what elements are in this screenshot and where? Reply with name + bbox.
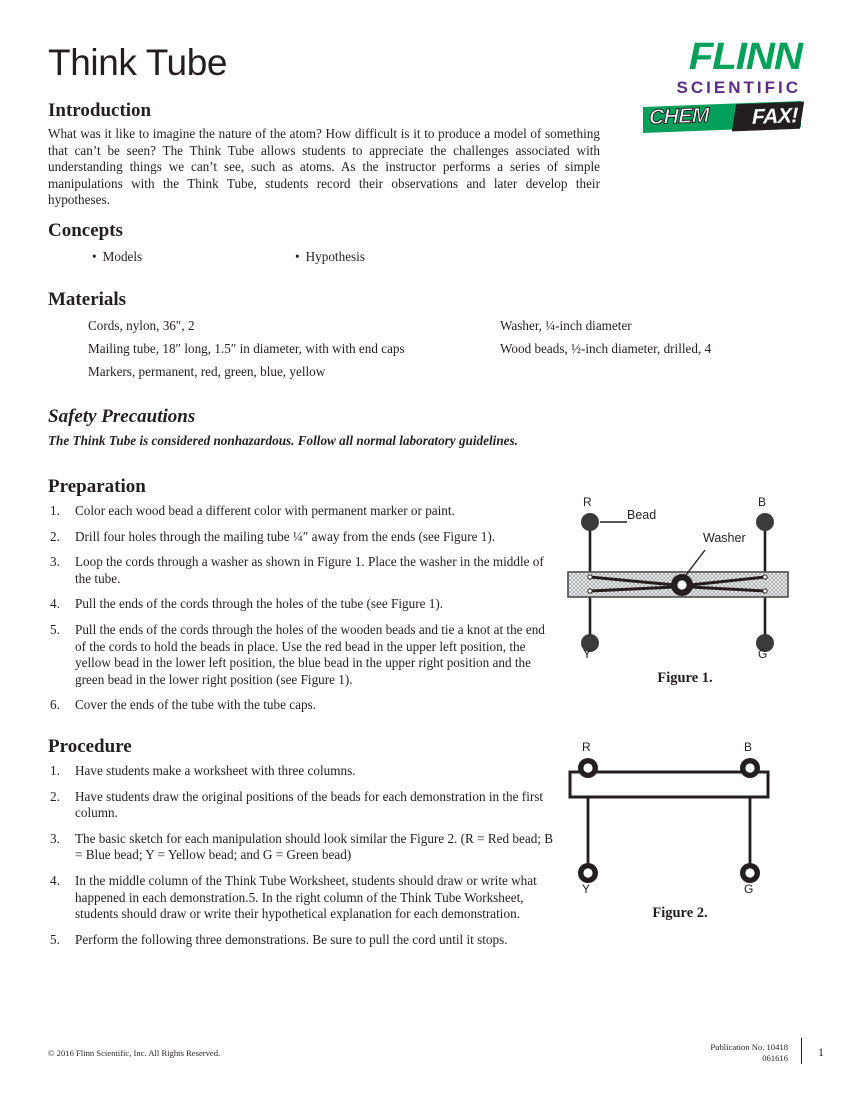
footer-publication-number: Publication No. 10418 <box>710 1042 788 1052</box>
figure1-label-top-left: R <box>583 495 592 509</box>
footer-divider <box>801 1038 802 1064</box>
list-item <box>48 873 563 923</box>
heading-preparation: Preparation <box>48 476 146 497</box>
list-item <box>48 789 563 822</box>
footer-copyright: © 2016 Flinn Scientific, Inc. All Rights Reserved. <box>48 1048 221 1058</box>
step-number: 1. <box>50 503 60 518</box>
figure2-label-top-left: R <box>582 740 591 754</box>
figure1-label-bottom-right: G <box>758 647 768 661</box>
material-item: Mailing tube, 18″ long, 1.5″ in diameter, with with end caps <box>88 341 405 356</box>
step-number: 6. <box>50 697 60 713</box>
heading-procedure: Procedure <box>48 736 132 757</box>
step-text: The basic sketch for each manipulation should look similar the Figure 2. (R = Red bead; B = Blue bead; Y = Yellow bead; and G = Green bead) <box>75 830 554 863</box>
banner-fax-text: FAX! <box>752 104 798 129</box>
footer-publication-block <box>710 1042 788 1064</box>
figure2-label-bottom-left: Y <box>582 882 591 896</box>
list-item <box>48 554 558 587</box>
footer-date-code: 061616 <box>762 1053 788 1063</box>
introduction-text: What was it like to imagine the nature of the atom? How difficult is it to produce a model of something that can’t be seen? The Think Tube allows students to appreciate the challenges associated with understanding things we can’t see, such as atoms. As the instructor performs a series of simple manipulations with the Think Tube, students record their observations and later develop their hypotheses. <box>48 126 600 208</box>
figure2-caption: Figure 2. <box>652 905 708 921</box>
step-number: 2. <box>50 528 60 544</box>
step-text: Perform the following three demonstrations. Be sure to pull the cord until it stops. <box>75 931 508 947</box>
step-number: 2. <box>50 788 60 804</box>
material-item: Wood beads, ½-inch diameter, drilled, 4 <box>500 341 712 356</box>
step-number: 5. <box>50 621 60 637</box>
step-number: 3. <box>50 830 60 846</box>
step-number: 4. <box>50 596 60 612</box>
list-item <box>48 763 563 780</box>
page-title: Think Tube <box>48 42 228 83</box>
list-item <box>48 503 558 520</box>
list-item <box>48 831 563 864</box>
figure2-label-top-right: B <box>744 740 753 754</box>
step-number: 4. <box>50 872 60 888</box>
preparation-steps <box>48 503 558 723</box>
figure-2 <box>560 742 800 932</box>
banner-chem-text: CHEM <box>649 103 709 130</box>
heading-concepts: Concepts <box>48 220 123 241</box>
material-item: Cords, nylon, 36″, 2 <box>88 318 195 333</box>
list-item <box>48 697 558 714</box>
flinn-scientific-logo <box>637 38 802 150</box>
step-text: Pull the ends of the cords through the holes of the tube (see Figure 1). <box>75 596 444 612</box>
heading-safety-precautions: Safety Precautions <box>48 406 196 427</box>
concepts-list <box>0 249 850 269</box>
bullet-icon: • <box>295 249 300 264</box>
figure-2-diagram <box>560 742 800 907</box>
concept-label: Hypothesis <box>305 249 365 264</box>
step-text: Cover the ends of the tube with the tube caps. <box>75 697 316 713</box>
step-text: Loop the cords through a washer as shown in Figure 1. Place the washer in the middle of the tube. <box>75 554 544 586</box>
figure-1 <box>565 495 805 690</box>
footer-page-number: 1 <box>818 1045 824 1059</box>
concept-item-models <box>92 249 142 265</box>
step-text: Drill four holes through the mailing tube ¼″ away from the ends (see Figure 1). <box>75 528 496 544</box>
figure1-label-top-right: B <box>758 495 767 509</box>
heading-materials: Materials <box>48 289 127 310</box>
figure-1-diagram <box>565 495 805 670</box>
concept-item-hypothesis <box>295 249 365 265</box>
safety-precautions-text: The Think Tube is considered nonhazardous. Follow all normal laboratory guidelines. <box>48 433 518 448</box>
step-text: Pull the ends of the cords through the holes of the wooden beads and tie a knot at the end of the cords to hold the beads in place. Use the red bead in the upper left position, the yellow bead in the lower left position, the blue bead in the upper right position and the green bead in the lower right position (see Figure 1). <box>75 621 545 687</box>
list-item <box>48 622 558 688</box>
material-item: Markers, permanent, red, green, blue, yellow <box>88 364 326 379</box>
logo-brand-text: FLINN <box>688 36 802 78</box>
step-number: 1. <box>50 763 60 778</box>
list-item <box>48 529 558 546</box>
procedure-steps <box>48 763 563 957</box>
step-number: 3. <box>50 554 60 570</box>
chemfax-banner <box>637 102 802 134</box>
figure1-callout-washer: Washer <box>703 531 746 545</box>
list-item <box>48 596 558 613</box>
step-text: Have students make a worksheet with three columns. <box>75 763 356 778</box>
heading-introduction: Introduction <box>48 100 152 121</box>
step-text: Have students draw the original positions of the beads for each demonstration in the first column. <box>75 788 544 821</box>
figure2-label-bottom-right: G <box>744 882 754 896</box>
logo-subtitle-text: SCIENTIFIC <box>676 78 801 97</box>
bullet-icon: • <box>92 249 97 264</box>
figure1-callout-bead: Bead <box>627 508 657 522</box>
step-text: Color each wood bead a different color with permanent marker or paint. <box>75 503 455 518</box>
list-item <box>48 932 563 949</box>
figure1-label-bottom-left: Y <box>583 647 592 661</box>
step-text: In the middle column of the Think Tube Worksheet, students should draw or write what happened in each demonstration.5. In the right column of the Think Tube Worksheet, students should draw or write their hypothetical explanation for each demonstration. <box>75 872 537 922</box>
figure1-caption: Figure 1. <box>657 670 713 686</box>
step-number: 5. <box>50 931 60 947</box>
concept-label: Models <box>102 249 143 264</box>
material-item: Washer, ¼-inch diameter <box>500 318 632 333</box>
